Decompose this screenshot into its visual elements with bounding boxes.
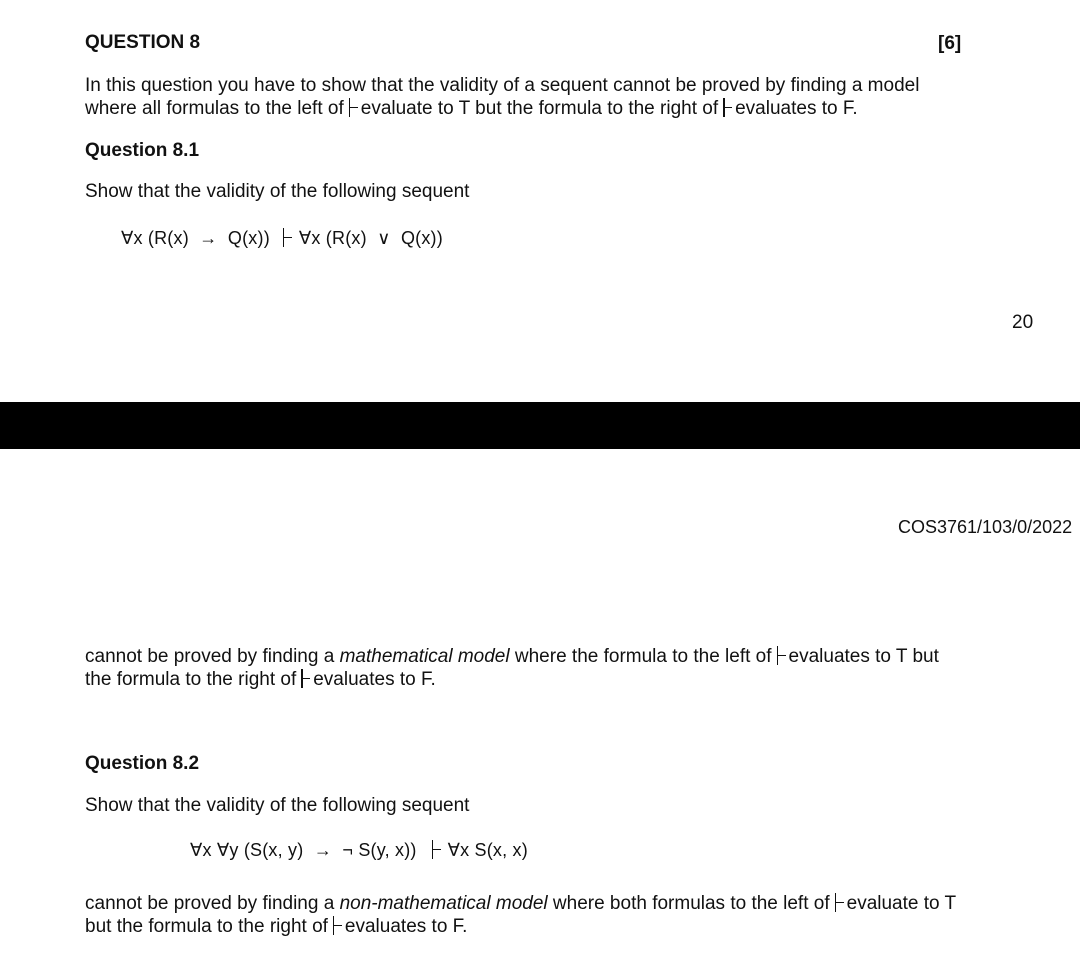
cont-text: evaluates to F. (344, 916, 468, 937)
turnstile-symbol (431, 840, 441, 859)
continuation-line-2 (85, 915, 956, 938)
cont-text: but the formula to the right of (85, 916, 328, 937)
question-8-title: QUESTION 8 (85, 32, 201, 53)
question-8-1-heading: Question 8.1 (85, 140, 200, 161)
sequent-conclusion: ∀x (R(x) ∨ Q(x)) (298, 228, 443, 248)
turnstile-symbol (300, 669, 310, 688)
question-8-2-heading: Question 8.2 (85, 753, 200, 774)
intro-text: where all formulas to the left of (85, 98, 344, 119)
turnstile-symbol (282, 228, 292, 247)
page-separator-band (0, 402, 1080, 449)
cont-text: where both formulas to the left of (552, 893, 830, 914)
question-8-2-instruction: Show that the validity of the following sequent (85, 795, 470, 816)
cont-text: evaluates to F. (313, 669, 436, 690)
emphasis-text: mathematical model (339, 646, 510, 667)
cont-text: where the formula to the left of (514, 646, 772, 667)
continuation-line-2 (85, 668, 939, 691)
cont-text: evaluate to T (846, 893, 957, 914)
cont-text: cannot be proved by finding a (85, 646, 335, 667)
turnstile-symbol (722, 98, 732, 117)
cont-text: cannot be proved by finding a (85, 893, 335, 914)
turnstile-symbol (776, 646, 786, 665)
question-8-2-continuation (85, 892, 956, 938)
sequent-premise: ∀x ∀y (S(x, y) → ¬ S(y, x)) (190, 840, 417, 860)
continuation-line-1 (85, 892, 956, 915)
intro-text: evaluate to T but the formula to the right of (360, 98, 719, 119)
question-8-1-continuation (85, 645, 939, 691)
question-8-1-instruction: Show that the validity of the following sequent (85, 181, 470, 202)
sequent-conclusion: ∀x S(x, x) (447, 840, 528, 860)
turnstile-symbol (332, 916, 342, 935)
course-code: COS3761/103/0/2022 (898, 517, 1073, 537)
cont-text: evaluates to T but (788, 646, 939, 667)
emphasis-text: non-mathematical model (339, 893, 548, 914)
intro-line-2 (85, 97, 919, 120)
cont-text: the formula to the right of (85, 669, 297, 690)
question-8-marks: [6] (938, 33, 962, 54)
question-8-2-sequent (190, 840, 528, 861)
turnstile-symbol (834, 893, 844, 912)
intro-text: evaluates to F. (735, 98, 858, 119)
turnstile-symbol (348, 98, 358, 117)
sequent-premise: ∀x (R(x) → Q(x)) (121, 228, 270, 248)
question-8-intro (85, 74, 919, 120)
continuation-line-1 (85, 645, 939, 668)
intro-line-1: In this question you have to show that the validity of a sequent cannot be proved by finding a model (85, 75, 920, 96)
page-number: 20 (1012, 312, 1034, 333)
question-8-1-sequent (121, 228, 443, 249)
